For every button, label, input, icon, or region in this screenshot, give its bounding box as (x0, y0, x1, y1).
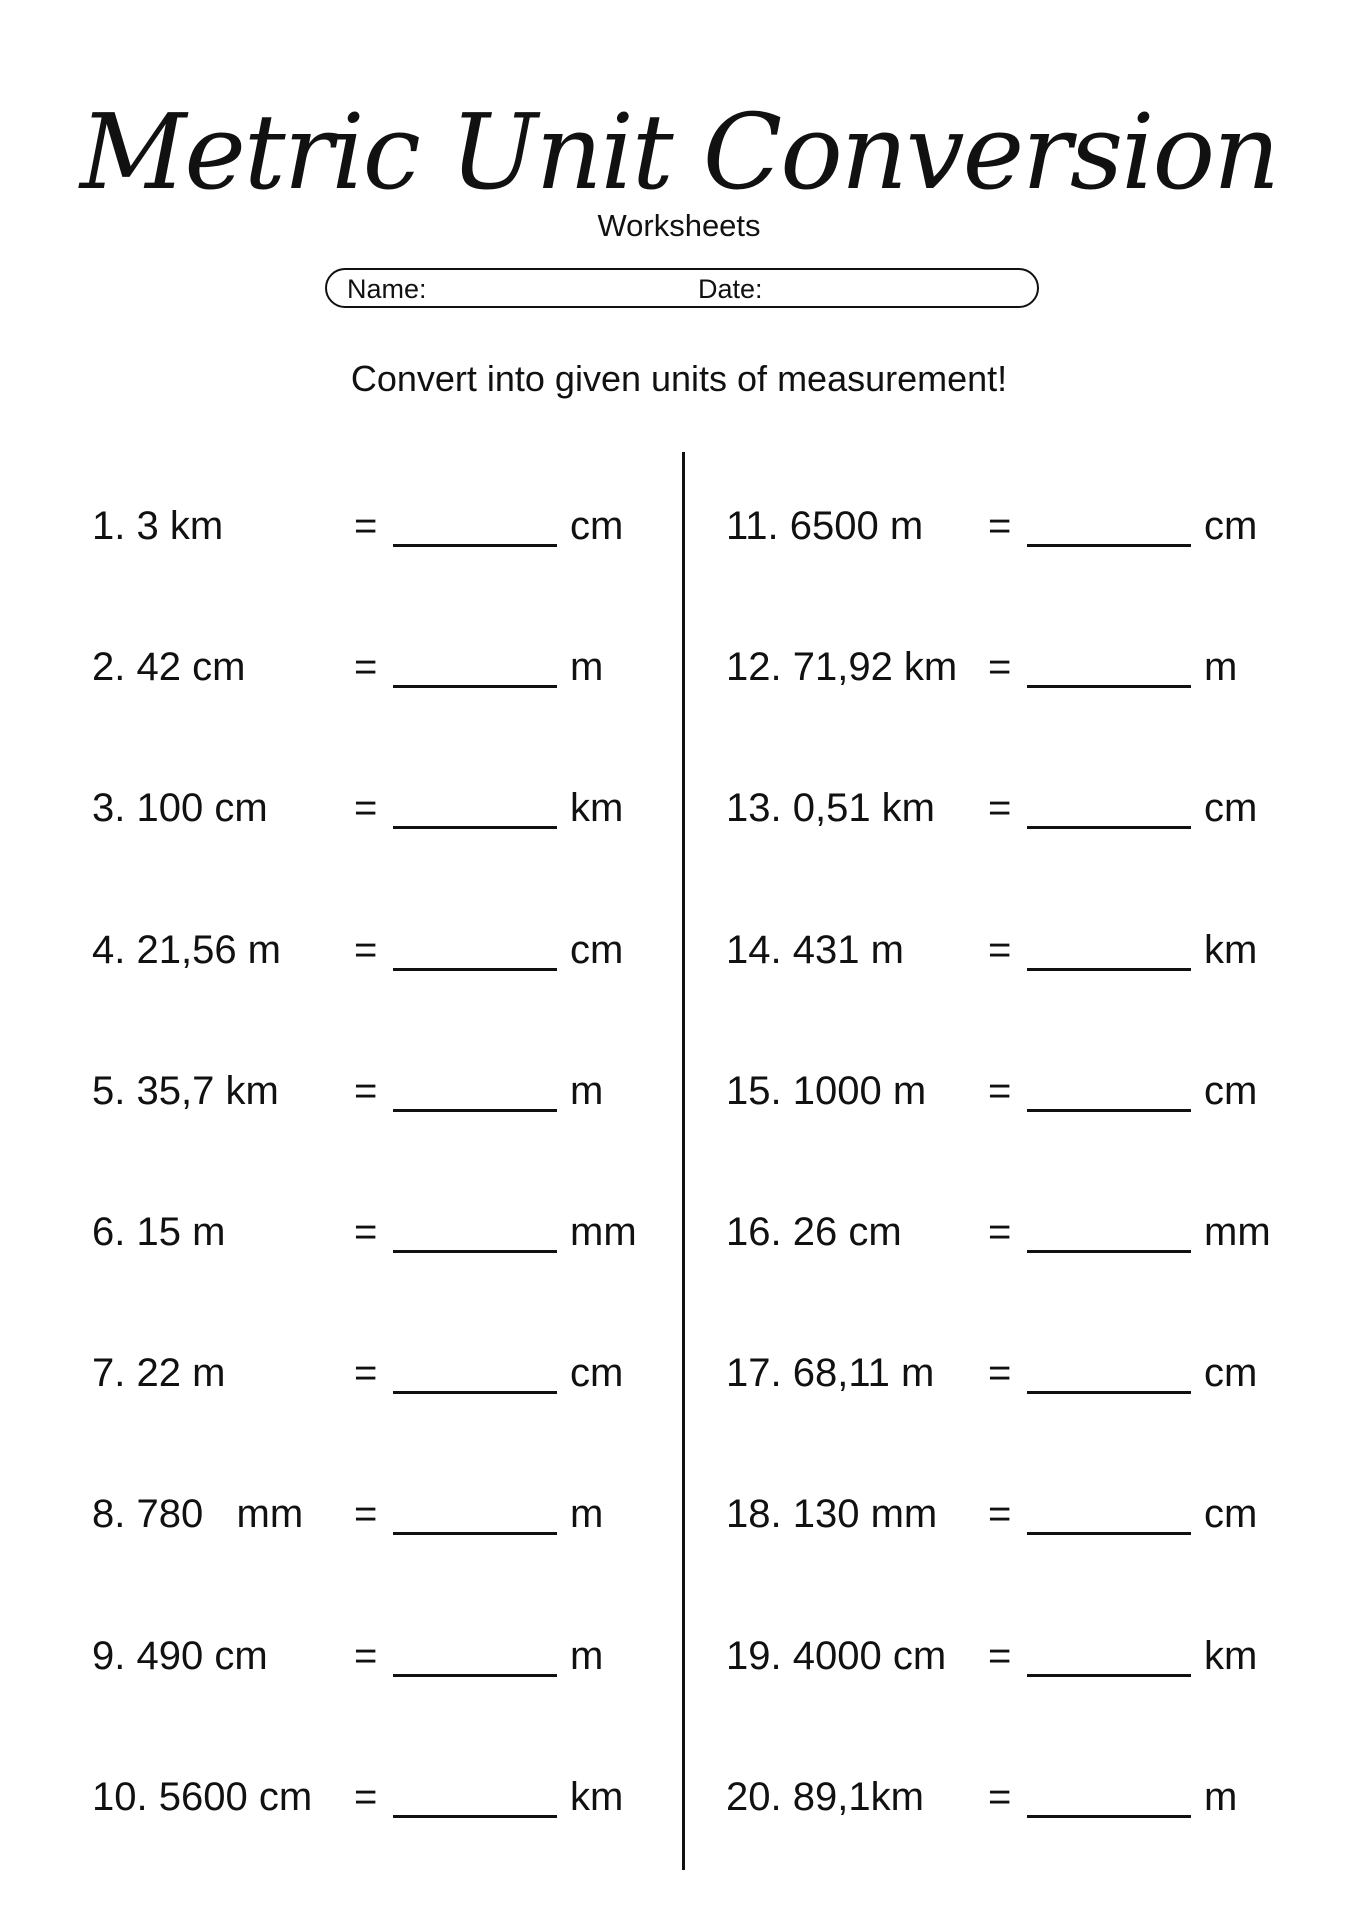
equals-sign: = (988, 1210, 1012, 1254)
problem-row (726, 637, 1286, 697)
problem-question: 9. 490 cm (92, 1634, 268, 1678)
answer-blank[interactable] (1027, 544, 1191, 547)
problem-row (726, 920, 1286, 980)
problem-row (726, 1343, 1286, 1403)
problem-question: 12. 71,92 km (726, 645, 958, 689)
target-unit: m (1204, 645, 1238, 689)
problem-row (92, 637, 652, 697)
equals-sign: = (988, 504, 1012, 548)
problem-row (726, 496, 1286, 556)
answer-blank[interactable] (1027, 1815, 1191, 1818)
problem-question: 19. 4000 cm (726, 1634, 947, 1678)
answer-blank[interactable] (393, 1109, 557, 1112)
answer-blank[interactable] (1027, 1532, 1191, 1535)
target-unit: cm (1204, 1069, 1258, 1113)
target-unit: km (1204, 1634, 1258, 1678)
problem-question: 4. 21,56 m (92, 928, 282, 972)
column-divider (682, 452, 685, 1870)
equals-sign: = (354, 1351, 378, 1395)
equals-sign: = (354, 928, 378, 972)
equals-sign: = (354, 645, 378, 689)
target-unit: km (570, 786, 624, 830)
target-unit: cm (1204, 1351, 1258, 1395)
worksheet-title: Metric Unit Conversion (79, 91, 1279, 213)
target-unit: m (570, 1634, 604, 1678)
equals-sign: = (354, 1492, 378, 1536)
problem-row (726, 1484, 1286, 1544)
problem-row (726, 1061, 1286, 1121)
date-label: Date: (698, 274, 763, 304)
answer-blank[interactable] (393, 1815, 557, 1818)
target-unit: mm (570, 1210, 637, 1254)
answer-blank[interactable] (393, 826, 557, 829)
problem-row (92, 778, 652, 838)
problem-question: 15. 1000 m (726, 1069, 927, 1113)
problem-question: 13. 0,51 km (726, 786, 936, 830)
answer-blank[interactable] (1027, 826, 1191, 829)
problem-row (726, 1202, 1286, 1262)
answer-blank[interactable] (1027, 968, 1191, 971)
equals-sign: = (988, 1492, 1012, 1536)
answer-blank[interactable] (393, 1250, 557, 1253)
target-unit: m (570, 645, 604, 689)
equals-sign: = (988, 1634, 1012, 1678)
problem-question: 1. 3 km (92, 504, 224, 548)
problem-question: 16. 26 cm (726, 1210, 902, 1254)
equals-sign: = (988, 928, 1012, 972)
answer-blank[interactable] (1027, 1674, 1191, 1677)
target-unit: cm (1204, 1492, 1258, 1536)
problem-row (92, 1484, 652, 1544)
problem-question: 3. 100 cm (92, 786, 268, 830)
equals-sign: = (354, 504, 378, 548)
problem-row (92, 1202, 652, 1262)
problem-question: 6. 15 m (92, 1210, 226, 1254)
answer-blank[interactable] (1027, 1250, 1191, 1253)
target-unit: km (570, 1775, 624, 1819)
answer-blank[interactable] (393, 1674, 557, 1677)
problem-row (92, 1343, 652, 1403)
problem-question: 2. 42 cm (92, 645, 246, 689)
equals-sign: = (988, 786, 1012, 830)
problem-question: 11. 6500 m (726, 504, 924, 548)
name-date-box (325, 268, 1039, 308)
answer-blank[interactable] (1027, 685, 1191, 688)
target-unit: m (1204, 1775, 1238, 1819)
problem-question: 7. 22 m (92, 1351, 226, 1395)
problem-row (726, 1767, 1286, 1827)
target-unit: m (570, 1069, 604, 1113)
equals-sign: = (354, 1069, 378, 1113)
problem-row (92, 920, 652, 980)
target-unit: cm (1204, 786, 1258, 830)
problem-question: 18. 130 mm (726, 1492, 938, 1536)
problem-question: 10. 5600 cm (92, 1775, 313, 1819)
problem-row (726, 1626, 1286, 1686)
target-unit: m (570, 1492, 604, 1536)
target-unit: cm (570, 928, 624, 972)
instruction-text: Convert into given units of measurement! (350, 358, 1008, 399)
target-unit: cm (1204, 504, 1258, 548)
problem-question: 8. 780 mm (92, 1492, 304, 1536)
problem-row (92, 496, 652, 556)
answer-blank[interactable] (393, 685, 557, 688)
target-unit: cm (570, 504, 624, 548)
answer-blank[interactable] (393, 544, 557, 547)
answer-blank[interactable] (393, 1532, 557, 1535)
problem-row (92, 1626, 652, 1686)
answer-blank[interactable] (393, 968, 557, 971)
equals-sign: = (988, 1069, 1012, 1113)
name-label: Name: (347, 274, 427, 304)
answer-blank[interactable] (1027, 1391, 1191, 1394)
target-unit: mm (1204, 1210, 1271, 1254)
equals-sign: = (354, 1634, 378, 1678)
problem-question: 17. 68,11 m (726, 1351, 935, 1395)
equals-sign: = (988, 645, 1012, 689)
equals-sign: = (354, 1775, 378, 1819)
target-unit: cm (570, 1351, 624, 1395)
problem-question: 5. 35,7 km (92, 1069, 279, 1113)
equals-sign: = (988, 1775, 1012, 1819)
problem-row (92, 1061, 652, 1121)
answer-blank[interactable] (393, 1391, 557, 1394)
problem-question: 14. 431 m (726, 928, 904, 972)
problem-row (92, 1767, 652, 1827)
problem-question: 20. 89,1km (726, 1775, 924, 1819)
target-unit: km (1204, 928, 1258, 972)
problem-row (726, 778, 1286, 838)
equals-sign: = (988, 1351, 1012, 1395)
worksheet-subtitle: Worksheets (597, 208, 761, 243)
equals-sign: = (354, 1210, 378, 1254)
answer-blank[interactable] (1027, 1109, 1191, 1112)
equals-sign: = (354, 786, 378, 830)
